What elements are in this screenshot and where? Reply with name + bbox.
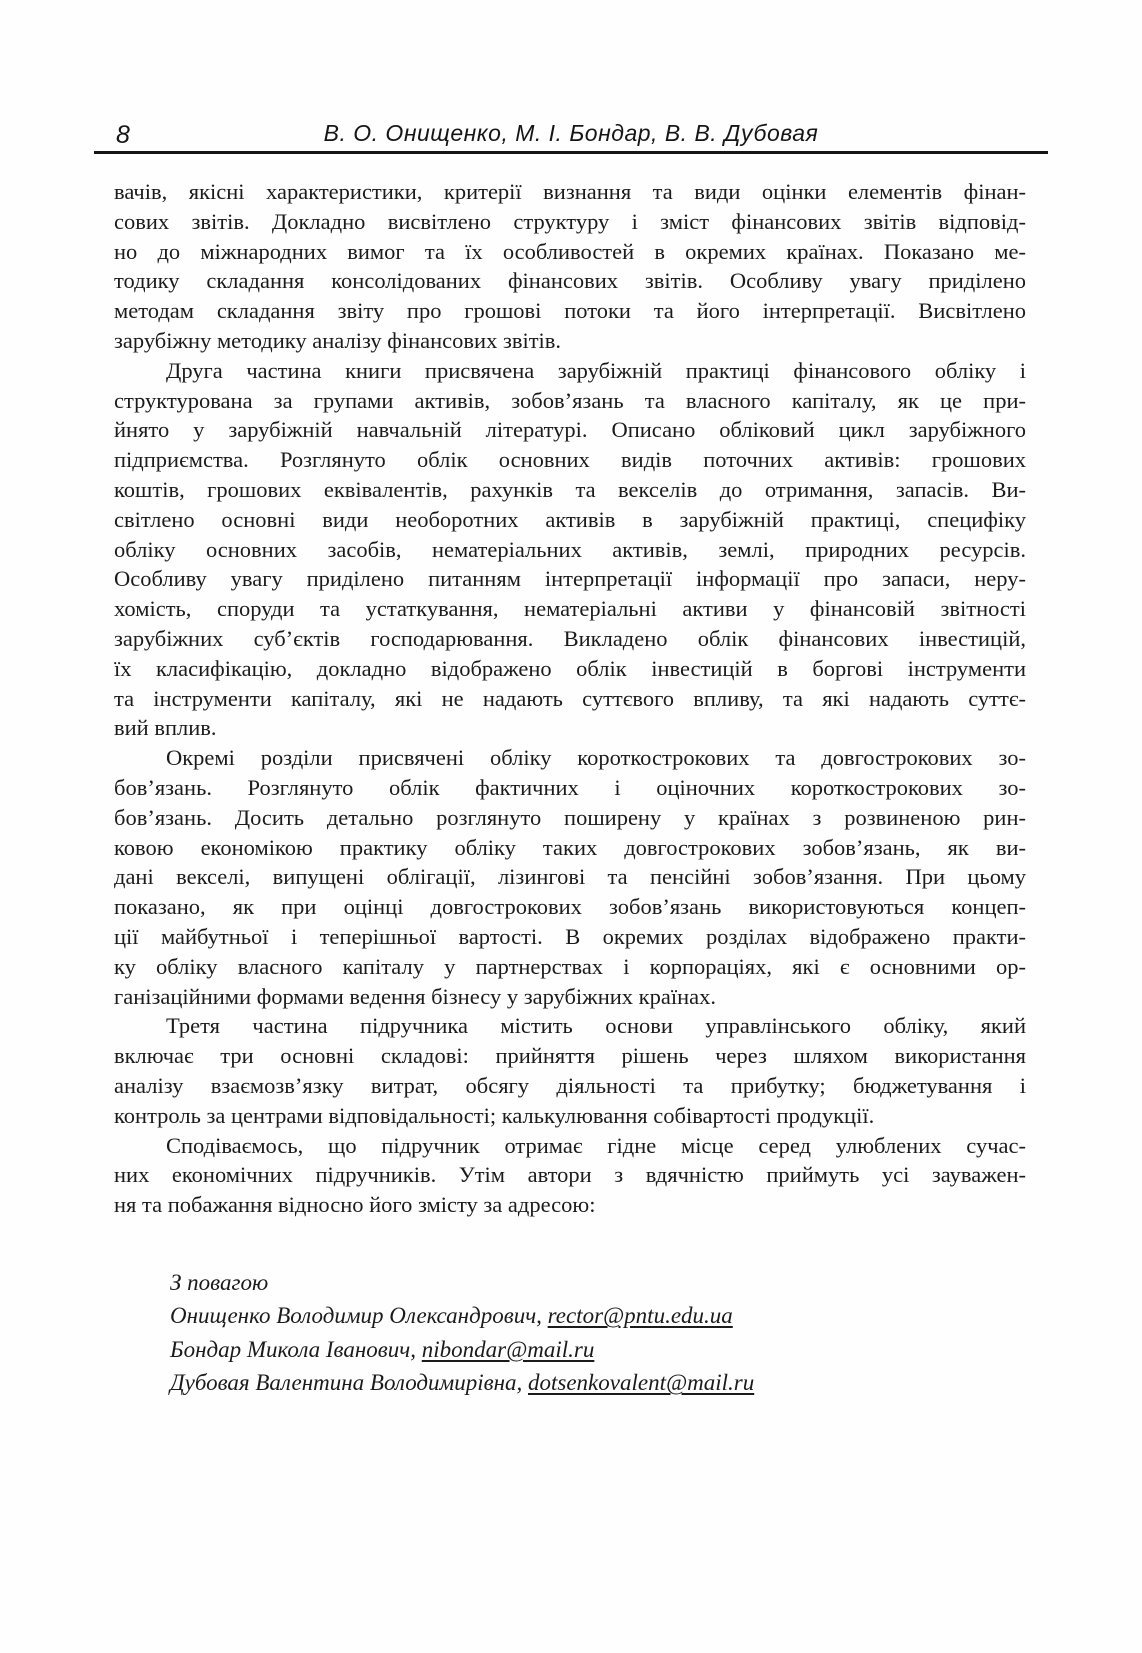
running-title: В. О. Онищенко, М. І. Бондар, В. В. Дубовая: [323, 120, 819, 146]
text-line: зарубіжну методику аналізу фінансових звітів.: [114, 327, 562, 353]
text-line: хомість, споруди та устаткування, нематеріальні активи у фінансовій звітності: [114, 596, 1026, 622]
text-line: ку обліку власного капіталу у партнерствах і корпораціях, які є основними ор-: [114, 953, 1026, 979]
paragraph: [114, 743, 1026, 1011]
body-text: [114, 177, 1026, 1400]
text-line: но до міжнародних вимог та їх особливостей в окремих країнах. Показано ме-: [114, 238, 1026, 264]
text-line: вий вплив.: [114, 715, 217, 741]
text-line: та інструменти капіталу, які не надають суттєвого впливу, та які надають суттє-: [114, 685, 1026, 711]
text-line: Окремі розділи присвячені обліку короткострокових та довгострокових зо-: [166, 745, 1026, 771]
text-line: підприємства. Розглянуто облік основних видів поточних активів: грошових: [114, 447, 1026, 473]
signature-name: Онищенко Володимир Олександрович,: [170, 1303, 548, 1329]
signature-name: Дубовая Валентина Володимирівна,: [170, 1370, 528, 1396]
text-line: Особливу увагу приділено питанням інтерпретації інформації про запаси, неру-: [114, 566, 1026, 592]
text-line: показано, як при оцінці довгострокових зобов’язань використовуються концеп-: [114, 894, 1026, 920]
paragraph: [114, 356, 1026, 743]
text-line: ганізаційними формами ведення бізнесу у зарубіжних країнах.: [114, 983, 717, 1009]
text-line: Сподіваємось, що підручник отримає гідне місце серед улюблених сучас-: [166, 1132, 1026, 1158]
signature-salutation: З повагою: [170, 1269, 269, 1295]
email-link-rector[interactable]: rector@pntu.edu.ua: [547, 1303, 733, 1329]
text-line: Третя частина підручника містить основи управлінського обліку, який: [166, 1013, 1026, 1039]
header-rule: [94, 151, 1048, 154]
page-number: 8: [116, 121, 130, 149]
signature-line: [170, 1366, 1026, 1400]
page-header: [94, 120, 1048, 150]
text-line: структурована за групами активів, зобов’язань та власного капіталу, як це при-: [114, 387, 1026, 413]
signature-line: [170, 1299, 1026, 1333]
text-line: контроль за центрами відповідальності; калькулювання собівартості продукції.: [114, 1102, 875, 1128]
text-line: зарубіжних суб’єктів господарювання. Викладено облік фінансових інвестицій,: [114, 625, 1026, 651]
paragraph: [114, 1131, 1026, 1220]
text-line: тодику складання консолідованих фінансових звітів. Особливу увагу приділено: [114, 268, 1026, 294]
text-line: обліку основних засобів, нематеріальних активів, землі, природних ресурсів.: [114, 536, 1026, 562]
signature-name: Бондар Микола Іванович,: [170, 1336, 422, 1362]
text-line: дані векселі, випущені облігації, лізингові та пенсійні зобов’язання. При цьому: [114, 864, 1026, 890]
text-line: ня та побажання відносно його змісту за адресою:: [114, 1192, 596, 1218]
paragraph: [114, 177, 1026, 356]
text-line: методам складання звіту про грошові потоки та його інтерпретації. Висвітлено: [114, 298, 1026, 324]
text-line: ковою економікою практику обліку таких довгострокових зобов’язань, як ви-: [114, 834, 1026, 860]
text-line: їх класифікацію, докладно відображено облік інвестицій в боргові інструменти: [114, 655, 1026, 681]
paragraph: [114, 1011, 1026, 1130]
text-line: аналізу взаємозв’язку витрат, обсягу діяльності та прибутку; бюджетування і: [114, 1072, 1026, 1098]
text-line: коштів, грошових еквівалентів, рахунків та векселів до отримання, запасів. Ви-: [114, 476, 1026, 502]
text-line: них економічних підручників. Утім автори з вдячністю приймуть усі зауважен-: [114, 1162, 1026, 1188]
text-line: бов’язань. Розглянуто облік фактичних і оціночних короткострокових зо-: [114, 774, 1026, 800]
text-line: Друга частина книги присвячена зарубіжній практиці фінансового обліку і: [166, 357, 1026, 383]
text-line: включає три основні складові: прийняття рішень через шляхом використання: [114, 1043, 1026, 1069]
text-line: світлено основні види необоротних активів в зарубіжній практиці, специфіку: [114, 506, 1026, 532]
text-line: вачів, якісні характеристики, критерії визнання та види оцінки елементів фінан-: [114, 179, 1026, 204]
signature-block: [170, 1266, 1026, 1400]
text-line: сових звітів. Докладно висвітлено структуру і зміст фінансових звітів відповід-: [114, 208, 1026, 234]
signature-line: [170, 1333, 1026, 1367]
email-link-nibondar[interactable]: nibondar@mail.ru: [421, 1336, 595, 1362]
text-line: йнято у зарубіжній навчальній літературі. Описано обліковий цикл зарубіжного: [114, 417, 1026, 443]
email-link-dotsenkovalent[interactable]: dotsenkovalent@mail.ru: [528, 1370, 755, 1396]
text-line: бов’язань. Досить детально розглянуто поширену у країнах з розвиненою рин-: [114, 804, 1026, 830]
text-line: ції майбутньої і теперішньої вартості. В окремих розділах відображено практи-: [114, 923, 1026, 949]
